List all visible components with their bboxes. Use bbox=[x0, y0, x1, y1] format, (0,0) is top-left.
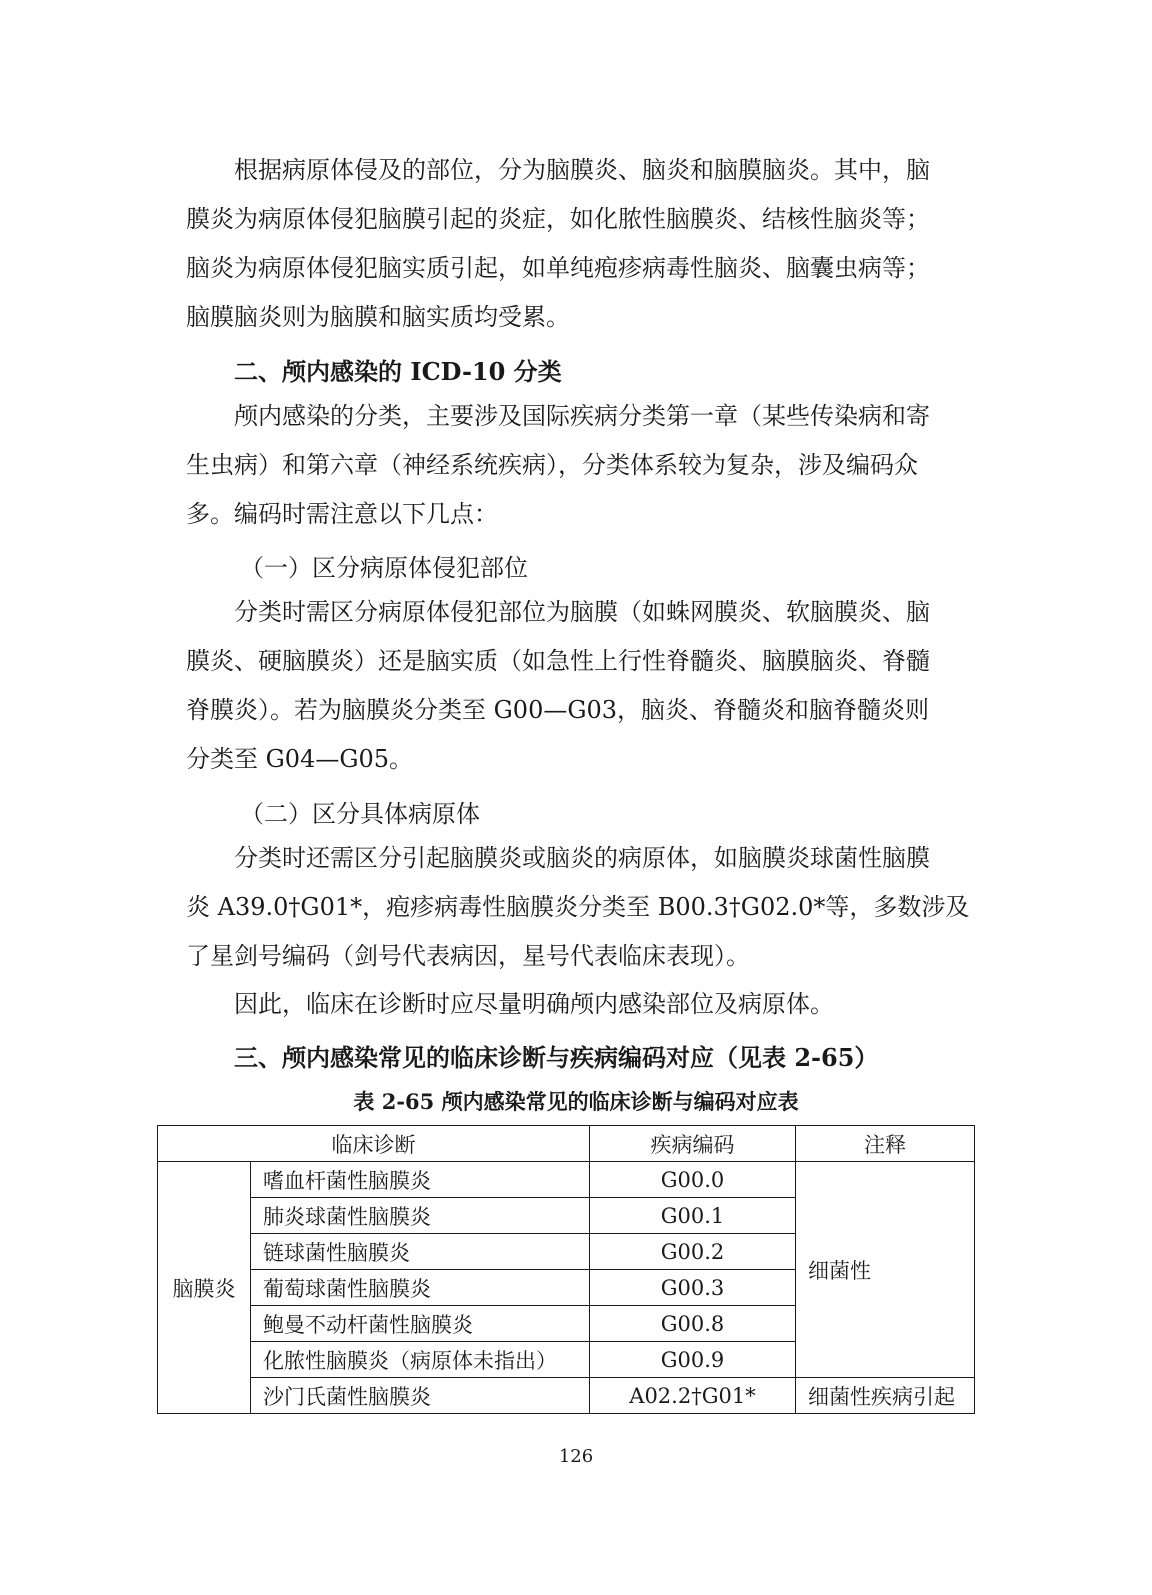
table-row bbox=[158, 1162, 975, 1198]
text-line: 脑炎为病原体侵犯脑实质引起，如单纯疱疹病毒性脑炎、脑囊虫病等； bbox=[186, 254, 930, 282]
code-cell: G00.8 bbox=[590, 1306, 796, 1342]
diagnosis-cell: 葡萄球菌性脑膜炎 bbox=[251, 1270, 590, 1306]
note-cell: 细菌性疾病引起 bbox=[796, 1378, 975, 1414]
section-heading-3: 三、颅内感染常见的临床诊断与疾病编码对应（见表 2-65） bbox=[234, 1043, 879, 1072]
code-cell: G00.0 bbox=[590, 1162, 796, 1198]
text-line: 膜炎、硬脑膜炎）还是脑实质（如急性上行性脊髓炎、脑膜脑炎、脊髓 bbox=[186, 647, 930, 675]
diagnosis-code-table bbox=[157, 1125, 975, 1414]
header-code: 疾病编码 bbox=[590, 1126, 796, 1162]
text-line: 根据病原体侵及的部位，分为脑膜炎、脑炎和脑膜脑炎。其中，脑 bbox=[234, 156, 930, 184]
text-line: 脊膜炎）。若为脑膜炎分类至 G00—G03，脑炎、脊髓炎和脑脊髓炎则 bbox=[186, 696, 930, 724]
text-line: 分类至 G04—G05。 bbox=[186, 745, 414, 773]
paragraph-intro bbox=[186, 146, 946, 342]
table-header-row bbox=[158, 1126, 975, 1162]
text-line: 了星剑号编码（剑号代表病因，星号代表临床表现）。 bbox=[186, 942, 750, 970]
section-heading-2: 二、颅内感染的 ICD-10 分类 bbox=[234, 357, 562, 386]
paragraph-conclusion bbox=[186, 980, 946, 1029]
text-line: 炎 A39.0†G01*，疱疹病毒性脑膜炎分类至 B00.3†G02.0*等，多数涉及 bbox=[186, 893, 970, 921]
text-line: 分类时还需区分引起脑膜炎或脑炎的病原体，如脑膜炎球菌性脑膜 bbox=[234, 844, 930, 872]
group-cell: 脑膜炎 bbox=[158, 1162, 251, 1414]
subsection-heading-1: （一）区分病原体侵犯部位 bbox=[240, 554, 528, 582]
code-cell: A02.2†G01* bbox=[590, 1378, 796, 1414]
text-line: 颅内感染的分类，主要涉及国际疾病分类第一章（某些传染病和寄 bbox=[234, 402, 930, 430]
code-cell: G00.2 bbox=[590, 1234, 796, 1270]
diagnosis-cell: 嗜血杆菌性脑膜炎 bbox=[251, 1162, 590, 1198]
header-note: 注释 bbox=[796, 1126, 975, 1162]
paragraph-site bbox=[186, 588, 946, 784]
text-line: 生虫病）和第六章（神经系统疾病），分类体系较为复杂，涉及编码众 bbox=[186, 451, 918, 479]
paragraph-classification bbox=[186, 392, 946, 539]
diagnosis-cell: 化脓性脑膜炎（病原体未指出） bbox=[251, 1342, 590, 1378]
diagnosis-cell: 链球菌性脑膜炎 bbox=[251, 1234, 590, 1270]
subsection-heading-2: （二）区分具体病原体 bbox=[240, 800, 480, 828]
text-line: 脑膜脑炎则为脑膜和脑实质均受累。 bbox=[186, 303, 570, 331]
diagnosis-cell: 沙门氏菌性脑膜炎 bbox=[251, 1378, 590, 1414]
code-cell: G00.9 bbox=[590, 1342, 796, 1378]
text-line: 分类时需区分病原体侵犯部位为脑膜（如蛛网膜炎、软脑膜炎、脑 bbox=[234, 598, 930, 626]
diagnosis-cell: 鲍曼不动杆菌性脑膜炎 bbox=[251, 1306, 590, 1342]
text-line: 因此，临床在诊断时应尽量明确颅内感染部位及病原体。 bbox=[234, 990, 834, 1018]
paragraph-pathogen bbox=[186, 834, 970, 981]
page-number: 126 bbox=[558, 1446, 594, 1467]
code-cell: G00.3 bbox=[590, 1270, 796, 1306]
table-row bbox=[158, 1378, 975, 1414]
code-cell: G00.1 bbox=[590, 1198, 796, 1234]
note-cell: 细菌性 bbox=[796, 1162, 975, 1378]
text-line: 多。编码时需注意以下几点： bbox=[186, 500, 498, 528]
text-line: 膜炎为病原体侵犯脑膜引起的炎症，如化脓性脑膜炎、结核性脑炎等； bbox=[186, 205, 930, 233]
diagnosis-cell: 肺炎球菌性脑膜炎 bbox=[251, 1198, 590, 1234]
table-caption: 表 2-65 颅内感染常见的临床诊断与编码对应表 bbox=[353, 1089, 799, 1114]
header-diagnosis: 临床诊断 bbox=[158, 1126, 590, 1162]
